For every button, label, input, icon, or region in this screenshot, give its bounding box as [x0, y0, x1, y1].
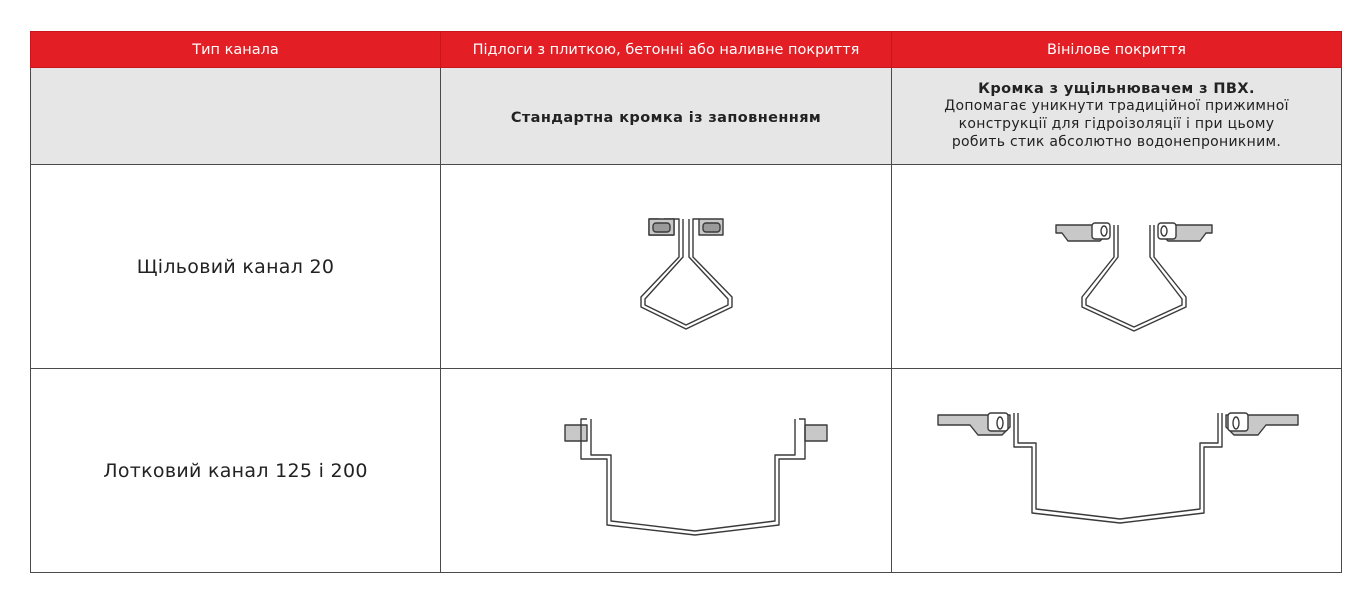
header-tile-concrete: Підлоги з плиткою, бетонні або наливне покриття: [441, 32, 892, 68]
table-row-tray-channel: [31, 369, 1342, 573]
pvc-edge-note-line-1: Допомагає уникнути традиційної прижимної: [944, 98, 1289, 114]
pvc-edge-title: Кромка з ущільнювачем з ПВХ.: [978, 81, 1255, 97]
tray-channel-pvc-edge-drawing: [892, 369, 1342, 572]
subheader-row: [31, 68, 1342, 165]
row-label-tray-channel: Лотковий канал 125 і 200: [31, 369, 441, 573]
tray-standard-cell: [441, 369, 892, 573]
header-channel-type: Тип канала: [31, 32, 441, 68]
slot-channel-pvc-edge-drawing: [892, 165, 1342, 368]
header-row: [31, 32, 1342, 68]
table-row-slot-channel: [31, 165, 1342, 369]
slot-channel-standard-edge-drawing: [441, 165, 892, 368]
slot-standard-cell: [441, 165, 892, 369]
standard-edge-title: Стандартна кромка із заповненням: [510, 109, 822, 126]
header-vinyl: Вінілове покриття: [892, 32, 1342, 68]
subheader-empty-cell: [31, 68, 441, 165]
comparison-table: [30, 31, 1342, 573]
tray-vinyl-cell: [892, 369, 1342, 573]
pvc-edge-note-line-2: конструкції для гідроізоляції і при цьому: [958, 116, 1275, 132]
subheader-standard-edge: [441, 68, 892, 165]
subheader-pvc-edge: [892, 68, 1342, 165]
tray-channel-standard-edge-drawing: [441, 369, 892, 572]
row-label-slot-channel: Щільовий канал 20: [31, 165, 441, 369]
pvc-edge-note-line-3: робить стик абсолютно водонепроникним.: [951, 134, 1282, 150]
slot-vinyl-cell: [892, 165, 1342, 369]
